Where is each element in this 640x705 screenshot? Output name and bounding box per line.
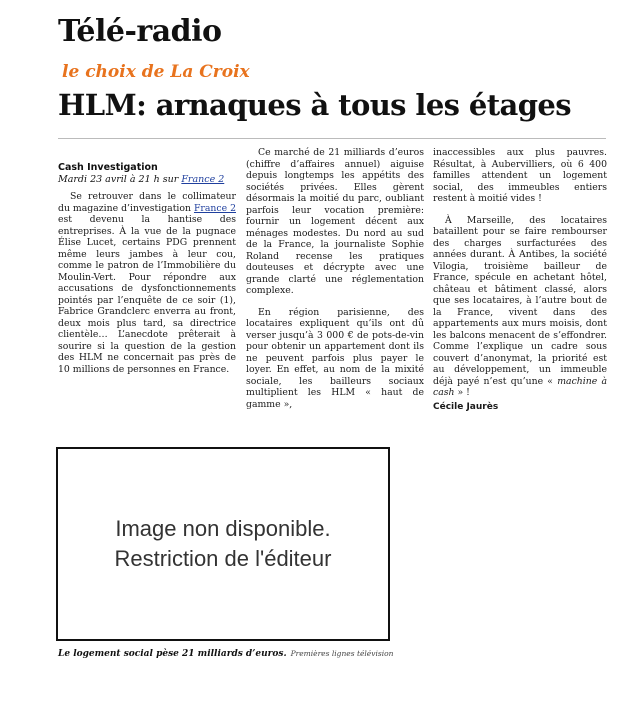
article-column-3 <box>433 147 607 413</box>
paragraph: inaccessibles aux plus pauvres. Résultat, à Aubervilliers, où 6 400 familles attendent un logement social, des immeubles entiers restent à moitié vides ! <box>433 147 607 204</box>
paragraph <box>58 191 236 375</box>
program-title: Cash Investigation <box>58 162 158 173</box>
placeholder-line-2: Restriction de l'éditeur <box>114 546 332 571</box>
headline: HLM: arnaques à tous les étages <box>58 88 571 122</box>
author-signature: Cécile Jaurès <box>433 401 499 412</box>
headline-divider <box>58 138 606 139</box>
program-when: Mardi 23 avril à 21 h sur <box>58 174 182 185</box>
channel-link-inline[interactable]: France 2 <box>193 202 236 214</box>
paragraph-text: » ! <box>454 387 470 398</box>
caption-text: Le logement social pèse 21 milliards d’euros. <box>58 649 287 659</box>
photo-credit: Premières lignes télévision <box>290 649 394 658</box>
paragraph: Ce marché de 21 milliards d’euros (chiffre d’affaires annuel) aiguise depuis longtemps les appétits des sociétés privées. Elles gèrent désormais la moitié du parc, oubliant parfois leur vocation première: fournir un logement décent aux ménages modestes. Du nord au sud de la France, la journaliste Sophie Roland recense les pratiques douteuses et décrypte avec une grande clarté une réglementation complexe. <box>246 147 424 296</box>
quote: machine à cash <box>433 375 607 398</box>
paragraph-text: est devenu la hantise des entreprises. À la vue de la pugnace Élise Lucet, certains PDG prennent même leurs jambes à leur cou, comme le patron de l’Immobilière du Moulin-Vert. Pour répondre aux accusations de dysfonctionnements pointés par l’enquête de ce soir (1), Fabrice Grandclerc enverra au front, deux mois plus tard, sa directrice clientèle… L’anecdote prêterait à sourire si la question de la gestion des HLM ne concernait pas près de 10 millions de personnes en France. <box>58 214 236 375</box>
kicker: le choix de La Croix <box>62 62 250 82</box>
image-placeholder <box>56 447 390 641</box>
channel-link[interactable]: France 2 <box>181 174 225 185</box>
paragraph-text: À Marseille, des locataires bataillent pour se faire rembourser des charges surfacturées des années durant. À Antibes, la société Vilogia, troisième bailleur de France, spécule en achetant hôtel, château et bâtiment classé, alors que ses locataires, à l’autre bout de la France, vivent dans des appartements aux murs moisis, dont les balcons menacent de s’effondrer. Comme l’explique un cadre sous couvert d’anonymat, la priorité est au développement, un immeuble déjà payé n’est qu’une « <box>433 214 607 387</box>
image-caption <box>58 649 393 659</box>
paragraph <box>433 215 607 399</box>
paragraph: En région parisienne, des locataires expliquent qu’ils ont dû verser jusqu’à 3 000 € de pots-de-vin pour obtenir un appartement dont ils ne peuvent parfois plus payer le loyer. En effet, au nom de la mixité sociale, les bailleurs sociaux multiplient les HLM « haut de gamme », <box>246 306 424 410</box>
article-column-2 <box>246 147 424 410</box>
placeholder-line-1: Image non disponible. <box>115 516 331 541</box>
section-title: Télé-radio <box>58 14 222 49</box>
article-column-1 <box>58 161 236 375</box>
paragraph-text: Se retrouver dans le collimateur du magazine d’investigation <box>58 191 236 214</box>
